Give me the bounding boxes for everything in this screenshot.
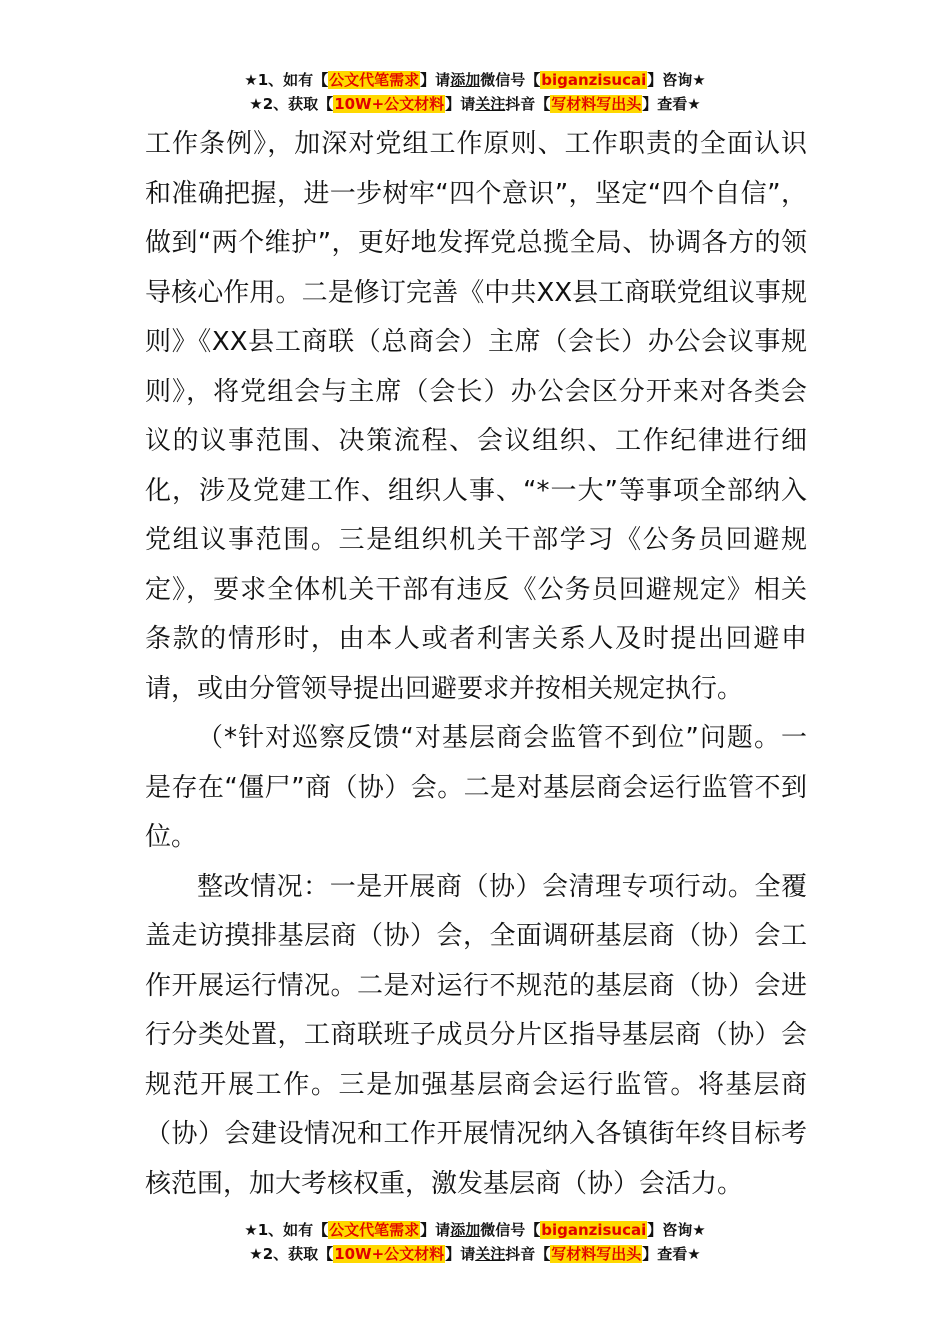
highlight-materials: 10W+公文材料 (334, 95, 445, 113)
paragraph-rectification: 整改情况：一是开展商（协）会清理专项行动。全覆盖走访摸排基层商（协）会，全面调研基层商（协）会工作开展运行情况。二是对运行不规范的基层商（协）会进行分类处置，工商联班子成员分片区指导基层商（协）会规范开展工作。三是加强基层商会运行监管。将基层商（协）会建设情况和工作开展情况纳入各镇街年终目标考核范围，加大考核权重，激发基层商（协）会活力。 (145, 871, 807, 1199)
footer-banner (0, 1218, 950, 1266)
document-body (145, 120, 807, 1209)
highlight-wechat-id: biganzisucai (541, 1221, 647, 1239)
star-icon: ★ (249, 1245, 263, 1263)
star-icon: ★ (244, 71, 258, 89)
highlight-service: 公文代笔需求 (329, 71, 420, 89)
star-icon: ★ (244, 1221, 258, 1239)
paragraph-issue: （*针对巡察反馈“对基层商会监管不到位”问题。一是存在“僵尸”商（协）会。二是对基层商会运行监管不到位。 (145, 723, 807, 852)
banner-line-2: ★2、获取【10W+公文材料】请关注抖音【写材料写出头】查看★ (249, 95, 701, 113)
highlight-wechat-id: biganzisucai (541, 71, 647, 89)
highlight-douyin-account: 写材料写出头 (551, 1245, 642, 1263)
banner-line-1: ★1、如有【公文代笔需求】请添加微信号【biganzisucai】咨询★ (244, 1221, 706, 1239)
underline-follow: 关注 (475, 95, 506, 113)
underline-add: 添加 (450, 1221, 481, 1239)
underline-add: 添加 (450, 71, 481, 89)
banner-line-2: ★2、获取【10W+公文材料】请关注抖音【写材料写出头】查看★ (249, 1245, 701, 1263)
underline-follow: 关注 (475, 1245, 506, 1263)
header-banner (0, 68, 950, 116)
paragraph-rules: 工作条例》，加深对党组工作原则、工作职责的全面认识和准确把握，进一步树牢“四个意识”，坚定“四个自信”，做到“两个维护”，更好地发挥党总揽全局、协调各方的领导核心作用。二是修订完善《中共XX县工商联党组议事规则》《XX县工商联（总商会）主席（会长）办公会议事规则》，将党组会与主席（会长）办公会区分开来对各类会议的议事范围、决策流程、会议组织、工作纪律进行细化，涉及党建工作、组织人事、“*一大”等事项全部纳入党组议事范围。三是组织机关干部学习《公务员回避规定》，要求全体机关干部有违反《公务员回避规定》相关条款的情形时，由本人或者利害关系人及时提出回避申请，或由分管领导提出回避要求并按相关规定执行。 (145, 129, 807, 704)
highlight-service: 公文代笔需求 (329, 1221, 420, 1239)
star-icon: ★ (249, 95, 263, 113)
banner-line-1: ★1、如有【公文代笔需求】请添加微信号【biganzisucai】咨询★ (244, 71, 706, 89)
highlight-materials: 10W+公文材料 (334, 1245, 445, 1263)
highlight-douyin-account: 写材料写出头 (551, 95, 642, 113)
